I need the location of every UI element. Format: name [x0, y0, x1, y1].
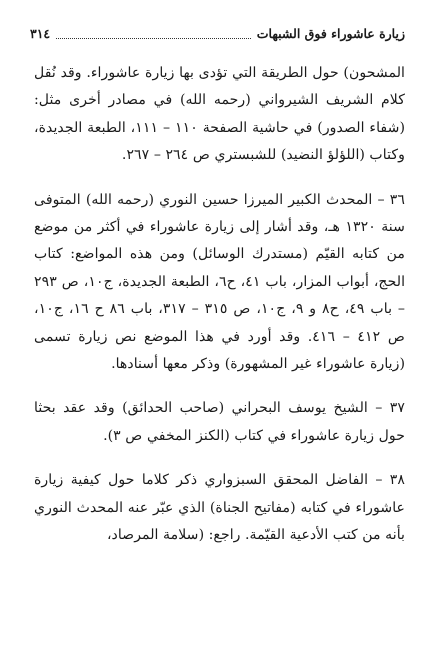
book-title: زيارة عاشوراء فوق الشبهات: [256, 25, 405, 41]
paragraph-item-36: ٣٦ – المحدث الكبير الميرزا حسين النوري (رحمه الله) المتوفى سنة ١٣٢٠ هـ، وقد أشار إلى زيارة عاشوراء في أكثر من موضع من كتابه القيّم (مستدرك الوسائل) ومن هذه المواضع: كتاب الحج، أبواب المزار، باب ٤١، ح٦، الطبعة الجديدة، ج١٠، ص ٢٩٣ – باب ٤٩، ح٨ و ٩، ج١٠، ص ٣١٥ – ٣١٧، باب ٨٦ ح ١٦، ج١٠، ص ٤١٢ – ٤١٦. وقد أورد في هذا الموضع نص زيارة تسمى (زيارة عاشوراء غير المشهورة) وذكر معها أسنادها.: [34, 191, 406, 373]
paragraph-item-38: ٣٨ – الفاضل المحقق السبزواري ذكر كلاما حول كيفية زيارة عاشوراء في كتابه (مفاتيح الجناة) الذي عبّر عنه المحدث النوري بأنه من كتب الأدعية القيّمة. راجع: (سلامة المرصاد،: [34, 472, 405, 544]
dotted-leader: [56, 28, 251, 39]
page-body: [34, 60, 405, 550]
paragraph-continuation: المشحون) حول الطريقة التي تؤدى بها زيارة عاشوراء. وقد نُقل كلام الشريف الشيرواني (رحمه الله) في مصادر أخرى مثل: (شفاء الصدور) في حاشية الصفحة ١١٠ – ١١١، الطبعة الجديدة، وكتاب (اللؤلؤ النضيد) للشبستري ص ٢٦٤ – ٢٦٧.: [34, 65, 405, 164]
page-number: ٣١٤: [30, 25, 51, 41]
running-header: [30, 22, 405, 44]
paragraph-item-37: ٣٧ – الشيخ يوسف البحراني (صاحب الحدائق) وقد عقد بحثا حول زيارة عاشوراء في كتاب (الكنز المخفي ص ٣).: [34, 400, 405, 444]
